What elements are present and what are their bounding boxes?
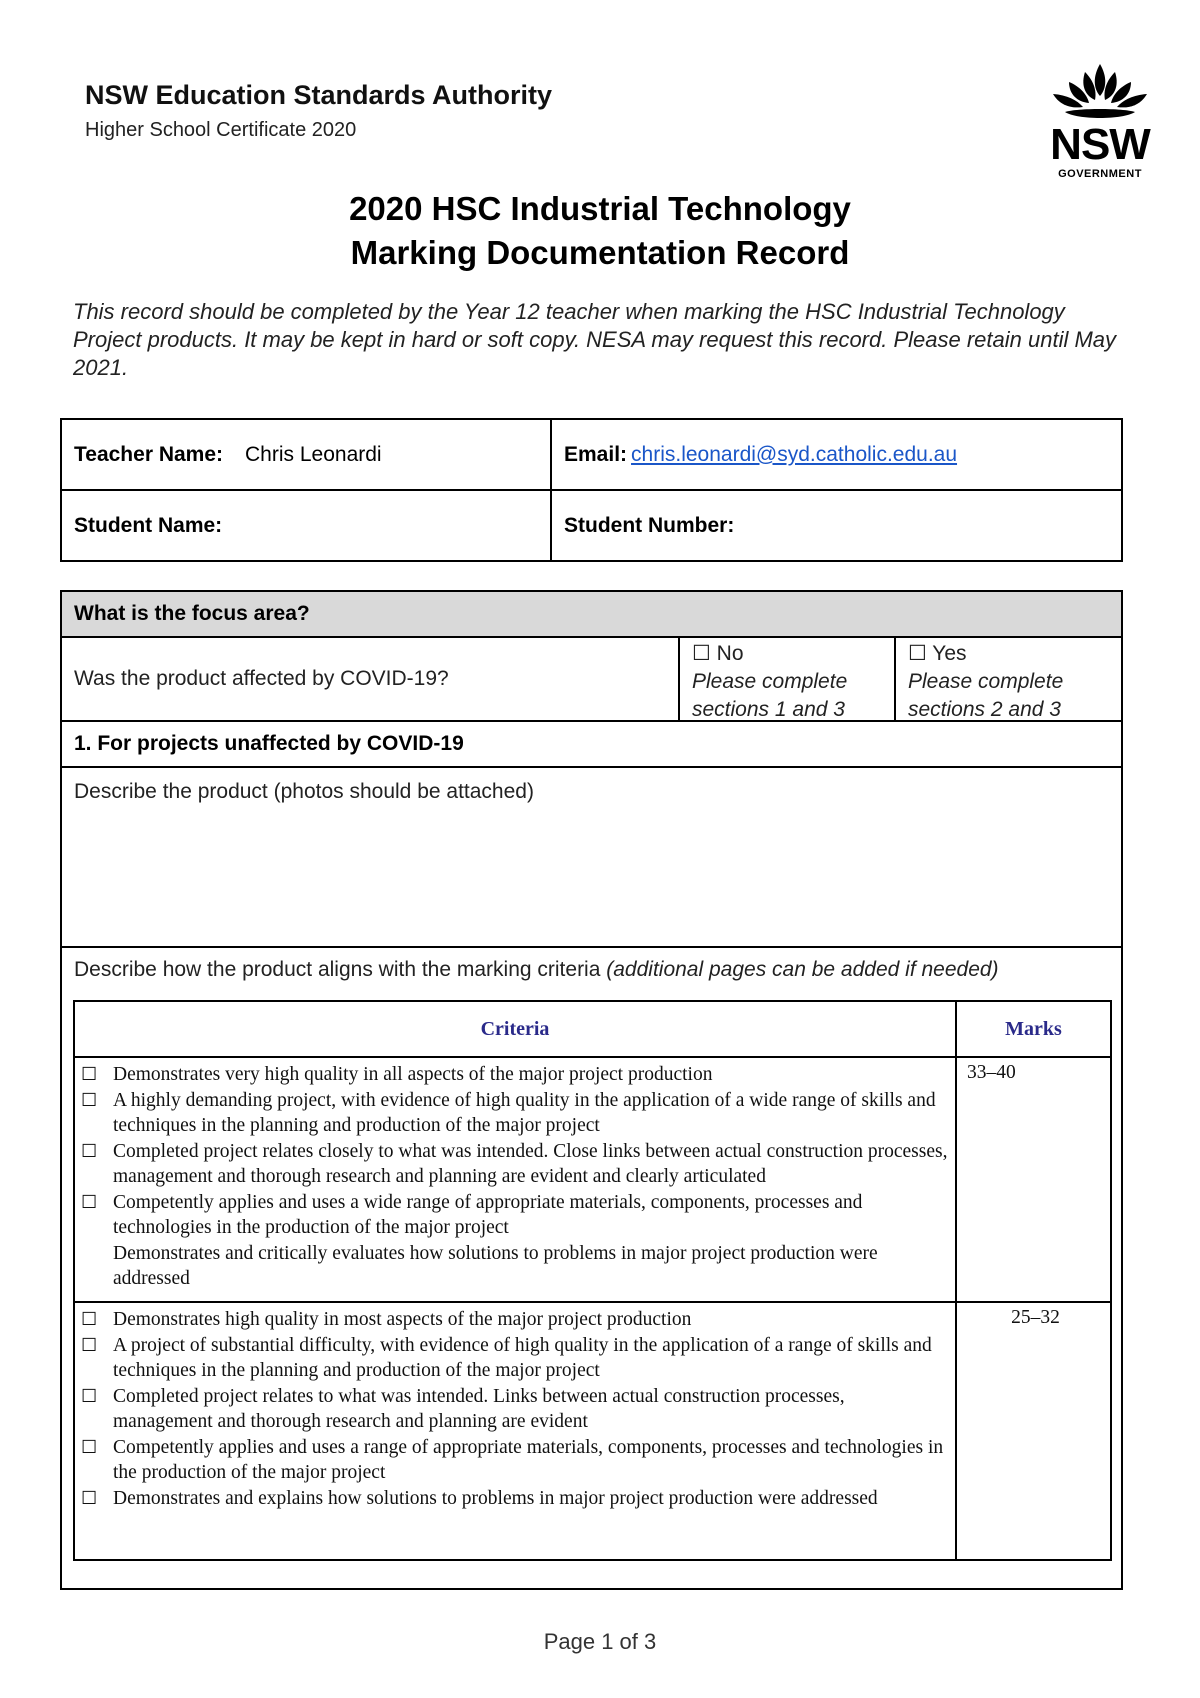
criterion-text: Demonstrates very high quality in all aspects of the major project production [113, 1064, 713, 1085]
criterion-item [81, 1062, 949, 1088]
student-name-label: Student Name: [74, 513, 223, 537]
criterion-item [81, 1139, 949, 1190]
criterion-text: Completed project relates to what was intended. Links between actual construction processes, management and thorough research and planning are evident [113, 1385, 845, 1432]
document-title [0, 187, 1200, 275]
criterion-item [81, 1088, 949, 1139]
criterion-text: A project of substantial difficulty, with evidence of high quality in the application of a range of skills and techniques in the planning and production of the major project [113, 1334, 932, 1381]
student-number-cell[interactable] [551, 490, 1122, 561]
criterion-item [81, 1190, 949, 1241]
criterion-item [81, 1307, 949, 1333]
describe-product-label: Describe the product (photos should be attached) [74, 780, 534, 803]
criteria-alignment-section [62, 948, 1121, 1588]
criterion-text: A highly demanding project, with evidence of high quality in the application of a wide range of skills and techniques in the planning and production of the major project [113, 1089, 936, 1136]
email-cell[interactable] [551, 419, 1122, 490]
criterion-checkbox [81, 1241, 113, 1292]
criteria-table [73, 1000, 1112, 1561]
focus-area-heading: What is the focus area? [62, 592, 1121, 638]
title-line-1: 2020 HSC Industrial Technology [349, 190, 851, 227]
page-number: Page 1 of 3 [543, 1629, 657, 1654]
covid-question: Was the product affected by COVID-19? [62, 638, 680, 720]
criteria-band-cell [74, 1302, 956, 1560]
criterion-item [81, 1333, 949, 1384]
teacher-name-label: Teacher Name: [74, 442, 224, 466]
marks-range: 33–40 [956, 1057, 1111, 1302]
criteria-band-row [74, 1302, 1111, 1560]
criterion-checkbox[interactable]: ☐ [81, 1140, 98, 1161]
email-label: Email: [564, 442, 628, 466]
section-1-heading: 1. For projects unaffected by COVID-19 [62, 722, 1121, 768]
criterion-text: Completed project relates closely to what was intended. Close links between actual construction processes, management and thorough research and planning are evident and clearly articulated [113, 1140, 948, 1187]
criterion-item [81, 1486, 949, 1512]
student-number-label: Student Number: [564, 513, 735, 537]
teacher-name-value: Chris Leonardi [245, 442, 382, 466]
option-yes-note: Please complete sections 2 and 3 [908, 670, 1064, 721]
intro-paragraph: This record should be completed by the Year 12 teacher when marking the HSC Industrial Technology Project products. It may be kept in hard or soft copy. NESA may request this record. Please retain until May 2021. [73, 299, 1117, 380]
certificate-subtitle: Higher School Certificate 2020 [85, 119, 357, 141]
criterion-text: Demonstrates and critically evaluates how solutions to problems in major project production were addressed [113, 1242, 878, 1289]
option-yes-checkbox[interactable]: ☐ Yes [908, 642, 967, 665]
authority-name: NSW Education Standards Authority [85, 80, 553, 110]
criterion-checkbox[interactable]: ☐ [81, 1191, 98, 1212]
criterion-checkbox[interactable]: ☐ [81, 1487, 98, 1508]
criterion-checkbox[interactable]: ☐ [81, 1089, 98, 1110]
criterion-text: Competently applies and uses a wide range of appropriate materials, components, processes and technologies in the production of the major project [113, 1191, 863, 1238]
criterion-text: Demonstrates high quality in most aspects of the major project production [113, 1309, 692, 1330]
describe-product-field[interactable] [62, 768, 1121, 948]
criterion-checkbox[interactable]: ☐ [81, 1309, 98, 1329]
criterion-text: Demonstrates and explains how solutions to problems in major project production were addressed [113, 1487, 878, 1509]
describe-alignment-label: Describe how the product aligns with the marking criteria [74, 958, 601, 981]
option-no-note: Please complete sections 1 and 3 [692, 670, 848, 721]
criterion-text: Competently applies and uses a range of appropriate materials, components, processes and technologies in the production of the major project [113, 1436, 944, 1483]
criteria-band-cell [74, 1057, 956, 1302]
describe-alignment-note: (additional pages can be added if needed) [606, 958, 999, 981]
criteria-band-row [74, 1057, 1111, 1302]
criterion-checkbox[interactable]: ☐ [81, 1385, 98, 1406]
criterion-item [81, 1435, 949, 1486]
nsw-government-logo [1040, 62, 1160, 180]
covid-option-yes[interactable] [896, 638, 1121, 720]
teacher-name-cell[interactable] [61, 419, 551, 490]
marking-record-form [60, 590, 1123, 1590]
student-name-cell[interactable] [61, 490, 551, 561]
marks-header: Marks [956, 1001, 1111, 1057]
criterion-item [81, 1384, 949, 1435]
covid-question-row [62, 638, 1121, 722]
email-link[interactable]: chris.leonardi@syd.catholic.edu.au [631, 442, 958, 466]
criterion-item [81, 1241, 949, 1292]
waratah-flower-icon [1045, 62, 1155, 124]
logo-subtext: GOVERNMENT [1058, 168, 1142, 180]
marks-range: 25–32 [956, 1302, 1111, 1560]
criterion-checkbox[interactable]: ☐ [81, 1334, 98, 1355]
teacher-student-info-table [60, 418, 1123, 562]
criterion-checkbox[interactable]: ☐ [81, 1064, 98, 1084]
covid-option-no[interactable] [680, 638, 896, 720]
criteria-header: Criteria [74, 1001, 956, 1057]
criterion-checkbox[interactable]: ☐ [81, 1436, 98, 1457]
logo-text: NSW [1050, 120, 1150, 169]
title-line-2: Marking Documentation Record [350, 234, 850, 271]
option-no-checkbox[interactable]: ☐ No [692, 642, 744, 665]
